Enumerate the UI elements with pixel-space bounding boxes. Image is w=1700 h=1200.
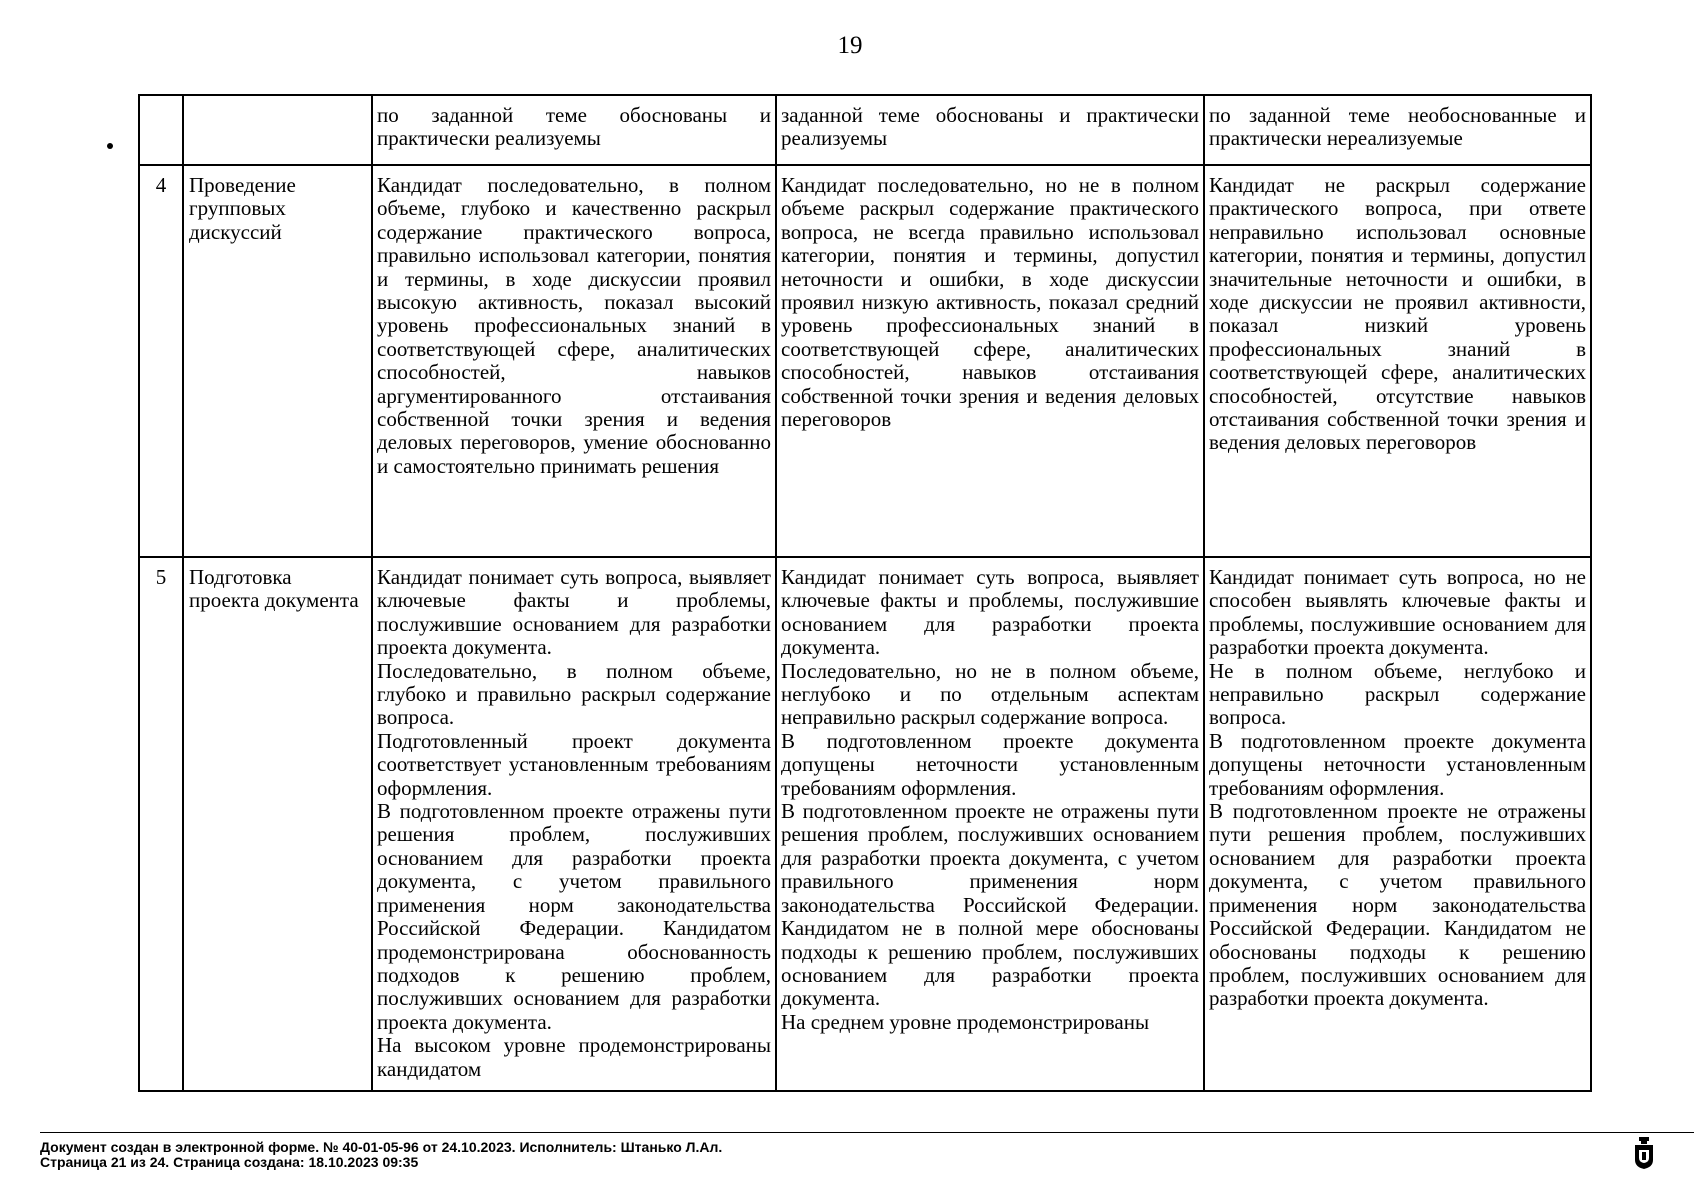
criterion-good-cell: заданной теме обоснованы и практически реализуемы	[776, 95, 1204, 165]
row-number-cell	[139, 95, 183, 165]
criterion-paragraph: Последовательно, в полном объеме, глубоко и правильно раскрыл содержание вопроса.	[377, 658, 771, 730]
criterion-good-cell	[776, 165, 1204, 557]
criterion-paragraph: На среднем уровне продемонстрированы	[781, 1009, 1150, 1034]
footer-line-2: Страница 21 из 24. Страница создана: 18.10.2023 09:35	[40, 1154, 419, 1170]
criterion-paragraph: Кандидат последовательно, в полном объеме, глубоко и качественно раскрыл содержание практического вопроса, правильно использовал категории, понятия и термины, в ходе дискуссии проявил высокую активность, показал высокий уровень профессиональных знаний в соответствующей сфере, аналитических способностей, навыков аргументированного отстаивания собственной точки зрения и ведения деловых переговоров, умение обоснованно и самостоятельно принимать решения	[377, 173, 771, 478]
criterion-paragraph: Кандидат не раскрыл содержание практического вопроса, при ответе неправильно использовал основные категории, понятия и термины, допустил значительные неточности и ошибки, в ходе дискуссии не проявил активности, показал низкий уровень профессиональных знаний в соответствующей сфере, аналитических способностей, отсутствие навыков отстаивания собственной точки зрения и ведения деловых переговоров	[1209, 173, 1586, 455]
footer-divider	[40, 1132, 1694, 1133]
document-footer	[40, 1140, 722, 1170]
criterion-poor-cell	[1204, 165, 1591, 557]
criterion-paragraph: В подготовленном проекте не отражены пути решения проблем, послуживших основанием для разработки проекта документа, с учетом правильного применения норм законодательства Российской Федерации. Кандидатом не в полной мере обоснованы подходы к решению проблем, послуживших основанием для разработки проекта документа.	[781, 799, 1199, 1011]
criterion-poor-cell	[1204, 557, 1591, 1091]
criterion-name-cell: Проведение групповых дискуссий	[183, 165, 372, 557]
criterion-paragraph: Последовательно, но не в полном объеме, неглубоко и по отдельным аспектам неправильно раскрыл содержание вопроса.	[781, 658, 1199, 730]
criterion-poor-cell: по заданной теме необоснованные и практически нереализуемые	[1204, 95, 1591, 165]
criterion-paragraph: Кандидат последовательно, но не в полном объеме раскрыл содержание практического вопроса, не всегда правильно использовал категории, понятия и термины, допустил неточности и ошибки, в ходе дискуссии проявил низкую активность, показал средний уровень профессиональных знаний в соответствующей сфере, аналитических способностей, навыков отстаивания собственной точки зрения и ведения деловых переговоров	[781, 173, 1199, 432]
coat-of-arms-icon	[1633, 1136, 1655, 1170]
evaluation-criteria-table	[138, 94, 1592, 1092]
criterion-excellent-cell	[372, 165, 776, 557]
criterion-paragraph: Не в полном объеме, неглубоко и неправильно раскрыл содержание вопроса.	[1209, 658, 1586, 730]
criterion-excellent-cell: по заданной теме обоснованы и практически реализуемы	[372, 95, 776, 165]
table-row	[139, 165, 1591, 557]
criterion-name-cell	[183, 95, 372, 165]
criterion-paragraph: В подготовленном проекте документа допущены неточности установленным требованиям оформления.	[1209, 728, 1586, 800]
criterion-name-cell: Подготовка проекта документа	[183, 557, 372, 1091]
table-row	[139, 557, 1591, 1091]
criterion-paragraph: Кандидат понимает суть вопроса, выявляет ключевые факты и проблемы, послужившие основанием для разработки проекта документа.	[781, 565, 1199, 660]
criterion-paragraph: На высоком уровне продемонстрированы кандидатом	[377, 1033, 771, 1081]
criterion-paragraph: В подготовленном проекте не отражены пути решения проблем, послуживших основанием для разработки проекта документа, с учетом правильного применения норм законодательства Российской Федерации. Кандидатом не обоснованы подходы к решению проблем, послуживших основанием для разработки проекта документа.	[1209, 799, 1586, 1011]
criterion-good-cell	[776, 557, 1204, 1091]
criterion-paragraph: Кандидат понимает суть вопроса, выявляет ключевые факты и проблемы, послужившие основанием для разработки проекта документа.	[377, 565, 771, 660]
criterion-paragraph: Кандидат понимает суть вопроса, но не способен выявлять ключевые факты и проблемы, послужившие основанием для разработки проекта документа.	[1209, 565, 1586, 660]
row-number-cell: 4	[139, 165, 183, 557]
page-number: 19	[837, 32, 863, 59]
criterion-excellent-cell	[372, 557, 776, 1091]
footer-line-1: Документ создан в электронной форме. № 40-01-05-96 от 24.10.2023. Исполнитель: Штанько Л.Ал.	[40, 1139, 723, 1155]
table-row-continuation	[139, 95, 1591, 165]
criterion-paragraph: В подготовленном проекте документа допущены неточности установленным требованиям оформления.	[781, 728, 1199, 800]
criterion-paragraph: В подготовленном проекте отражены пути решения проблем, послуживших основанием для разработки проекта документа, с учетом правильного применения норм законодательства Российской Федерации. Кандидатом продемонстрирована обоснованность подходов к решению проблем, послуживших основанием для разработки проекта документа.	[377, 799, 771, 1034]
row-number-cell: 5	[139, 557, 183, 1091]
margin-dot	[107, 143, 113, 149]
criterion-paragraph: Подготовленный проект документа соответствует установленным требованиям оформления.	[377, 728, 771, 800]
